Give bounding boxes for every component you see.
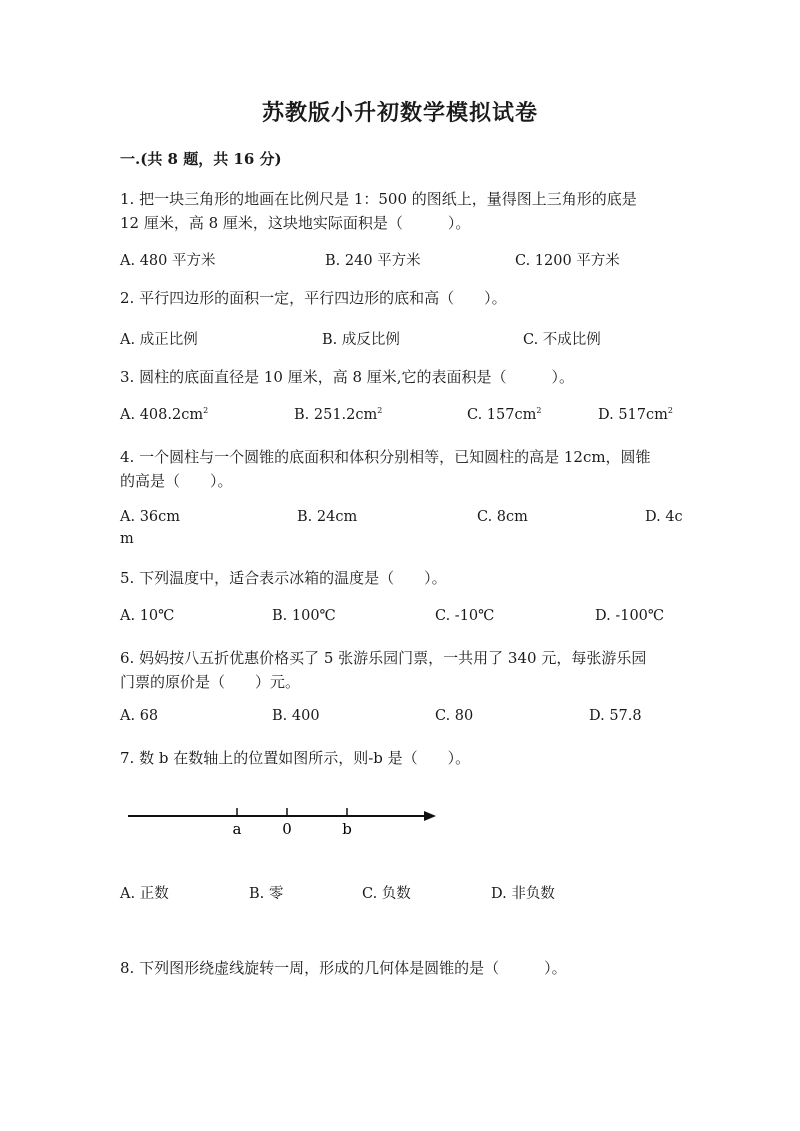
question-2-line-1: 2. 平行四边形的面积一定，平行四边形的底和高（ ）。 [120, 289, 507, 307]
question-4 [120, 445, 680, 493]
q2-option-c: C. 不成比例 [523, 332, 601, 348]
q5-option-c: C. -10℃ [435, 608, 495, 624]
question-7-line-1: 7. 数 b 在数轴上的位置如图所示，则-b 是（ ）。 [120, 749, 471, 767]
question-8-line-1: 8. 下列图形绕虚线旋转一周，形成的几何体是圆锥的是（ ）。 [120, 959, 567, 977]
q7-option-b: B. 零 [249, 886, 284, 902]
question-4-line-2: 的高是（ ）。 [120, 472, 233, 490]
q3-option-a-text: A. 408.2cm [120, 407, 204, 423]
question-6-line-1: 6. 妈妈按八五折优惠价格买了 5 张游乐园门票，一共用了 340 元，每张游乐园 [120, 649, 647, 667]
question-5-line-1: 5. 下列温度中，适合表示冰箱的温度是（ ）。 [120, 569, 447, 587]
q3-option-b-sup: 2 [377, 406, 383, 416]
q3-option-b-text: B. 251.2cm [294, 407, 378, 423]
q6-option-b: B. 400 [272, 708, 320, 724]
q4-option-d: D. 4c [645, 509, 683, 525]
q6-option-c: C. 80 [435, 708, 474, 724]
q3-option-c-sup: 2 [536, 406, 542, 416]
question-6-line-2: 门票的原价是（ ）元。 [120, 673, 301, 691]
q3-option-a-sup: 2 [203, 406, 209, 416]
label-a: a [232, 820, 242, 838]
q2-option-a: A. 成正比例 [120, 332, 198, 348]
q4-option-d-wrap: m [120, 531, 134, 547]
q1-option-c: C. 1200 平方米 [515, 253, 620, 269]
q5-option-d: D. -100℃ [595, 608, 665, 624]
q5-option-b: B. 100℃ [272, 608, 336, 624]
question-1 [120, 187, 680, 235]
label-zero: 0 [282, 820, 292, 838]
question-7 [120, 746, 680, 770]
q2-option-b: B. 成反比例 [322, 332, 400, 348]
q3-option-d-text: D. 517cm [598, 407, 668, 423]
q3-option-d [598, 407, 673, 423]
label-b: b [342, 820, 352, 838]
q1-option-b: B. 240 平方米 [325, 253, 421, 269]
q7-option-c: C. 负数 [362, 886, 411, 902]
q7-option-d: D. 非负数 [491, 886, 555, 902]
q5-option-a: A. 10℃ [120, 608, 175, 624]
section-heading: 一.(共 8 题，共 16 分) [120, 150, 282, 168]
question-1-line-2: 12 厘米，高 8 厘米，这块地实际面积是（ ）。 [120, 214, 471, 232]
question-1-line-1: 1. 把一块三角形的地画在比例尺是 1：500 的图纸上，量得图上三角形的底是 [120, 190, 637, 208]
q3-option-d-sup: 2 [667, 406, 673, 416]
question-3-line-1: 3. 圆柱的底面直径是 10 厘米，高 8 厘米,它的表面积是（ ）。 [120, 368, 575, 386]
question-8 [120, 956, 680, 980]
page-title: 苏教版小升初数学模拟试卷 [261, 100, 538, 126]
question-2 [120, 286, 680, 310]
q7-option-a: A. 正数 [120, 886, 169, 902]
q3-option-a [120, 407, 208, 423]
q4-option-c: C. 8cm [477, 509, 528, 525]
q4-option-b: B. 24cm [297, 509, 358, 525]
q3-option-c [467, 407, 541, 423]
q4-option-a: A. 36cm [120, 509, 181, 525]
question-5 [120, 566, 680, 590]
question-4-line-1: 4. 一个圆柱与一个圆锥的底面积和体积分别相等，已知圆柱的高是 12cm，圆锥 [120, 448, 651, 466]
q3-option-b [294, 407, 382, 423]
number-line-figure [120, 800, 450, 840]
question-6 [120, 646, 680, 694]
number-line-arrowhead [424, 811, 436, 821]
q3-option-c-text: C. 157cm [467, 407, 537, 423]
question-3 [120, 365, 680, 389]
q6-option-d: D. 57.8 [589, 708, 642, 724]
q6-option-a: A. 68 [120, 708, 159, 724]
q1-option-a: A. 480 平方米 [120, 253, 216, 269]
